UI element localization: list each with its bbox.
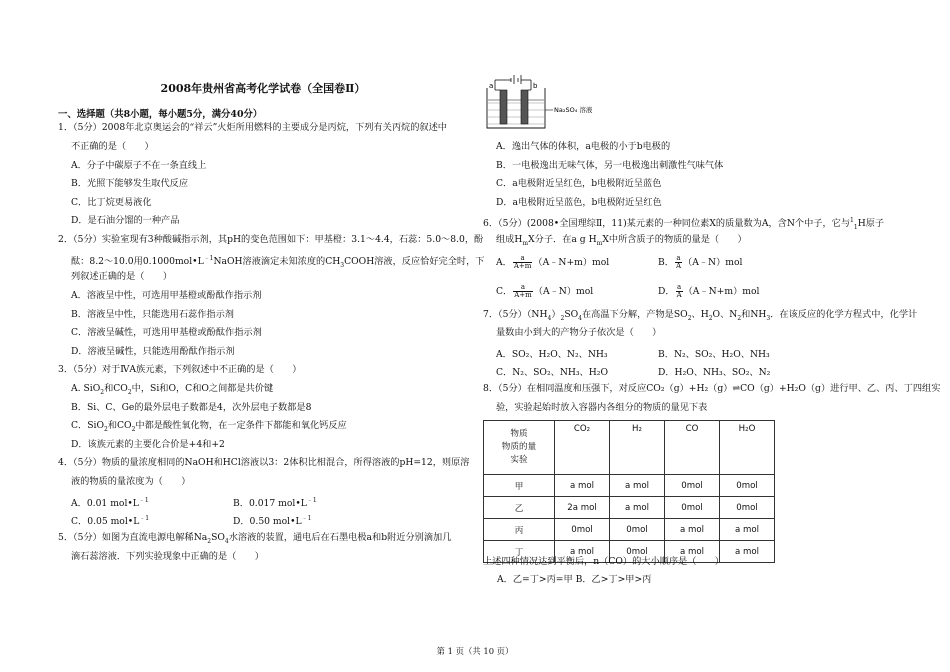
q5-option-b: B．一电极逸出无味气体，另一电极逸出刺激性气味气体 [496,160,724,171]
table-cell: a mol [610,497,665,519]
table-cell: a mol [720,541,775,563]
q7-option-a: A．SO₂、H₂O、N₂、NH₃ [496,349,608,360]
table-cell: 0mol [610,519,665,541]
q5-stem: 5．（5分）如图为直流电源电解稀$Na_2SO_4$水溶液的装置，通电后在石墨电极a和b附近分别滴加几 [58,532,452,545]
q3-stem: 3．（5分）对于ⅣA族元素，下列叙述中不正确的是（ ） [58,364,302,375]
q4-option-b: B．0.017 $mol•L^{﹣1}$ [233,497,317,510]
table-cell: a mol [665,541,720,563]
q1-stem: 1．（5分）2008年北京奥运会的“祥云”火炬所用燃料的主要成分是丙烷，下列有关丙烷的叙述中 [58,122,447,133]
q8-stem: 8．（5分）在相同温度和压强下，对反应CO₂（g）+H₂（g）⇌CO（g）+H₂O（g）进行甲、乙、丙、丁四组实 [483,383,941,394]
label-a: a [489,82,494,90]
q2-stem-cont: 酞：8.2～10.0用$0.1000mol•L^{﹣1}NaOH$溶液滴定未知浓度的$CH_3COOH$溶液，反应恰好完全时，下 [71,255,485,269]
q8-after-table: 上述四种情况达到平衡后，n（CO）的大小顺序是（ ） [483,556,724,567]
page-footer: 第 1 页（共 10 页） [436,646,514,656]
q1-option-a: A．分子中碳原子不在一条直线上 [71,160,207,171]
q1-option-b: B．光照下能够发生取代反应 [71,178,189,189]
q4-option-d: D．0.50 $mol•L^{﹣1}$ [233,515,312,528]
q6-option-a: A． $\frac{a}{A+m}$ （A﹣N+m）mol [496,254,610,270]
q6-option-b: B． $\frac{a}{A}$ （A﹣N）mol [658,254,743,270]
table-row [484,497,775,519]
table-cell: a mol [555,475,610,497]
page-title: 2008年贵州省高考化学试卷（全国卷Ⅱ） [160,82,366,95]
q7-stem-cont: 量数由小到大的产物分子依次是（ ） [496,327,662,338]
table-cell: 0mol [610,541,665,563]
q6-option-d: D． $\frac{a}{A}$ （A﹣N+m）mol [658,283,760,299]
q3-option-b: B．Si、C、Ge的最外层电子数都是4，次外层电子数都是8 [71,402,312,413]
q5-option-a: A．逸出气体的体积，a电极的小于b电极的 [496,141,671,152]
q2-option-c: C．溶液呈碱性，可选用甲基橙或酚酞作指示剂 [71,327,262,338]
q2-stem-cont2: 列叙述正确的是（ ） [71,271,173,282]
solution-label: Na₂SO₄ 溶液 [554,106,593,114]
q2-option-b: B．溶液呈中性，只能选用石蕊作指示剂 [71,309,234,320]
table-cell: a mol [555,541,610,563]
q8-stem-cont: 验，实验起始时放入容器内各组分的物质的量见下表 [496,402,708,413]
q6-stem: 6．（5分）(2008•全国理综Ⅱ，11)某元素的一种同位素X的质量数为A，含N个中子，它与$^1_1$H原子 [483,217,885,231]
beaker [487,88,545,128]
table-cell: 0mol [720,475,775,497]
table-cell: 0mol [720,497,775,519]
q4-stem-cont: 液的物质的量浓度为（ ） [71,476,191,487]
q5-option-c: C．a电极附近呈红色，b电极附近呈蓝色 [496,178,662,189]
q1-option-d: D．是石油分馏的一种产品 [71,215,180,226]
table-cell: 0mol [665,475,720,497]
table-cell: a mol [665,519,720,541]
table-header: H₂O [720,421,775,475]
electrolysis-diagram [483,70,593,132]
electrode-b [521,90,528,124]
q1-stem-cont: 不正确的是（ ） [71,141,154,152]
label-b: b [533,82,538,90]
q5-option-d: D．a电极附近呈蓝色，b电极附近呈红色 [496,197,662,208]
experiment-table [483,420,775,563]
section-heading: 一、选择题（共8小题，每小题5分，满分40分） [58,109,263,120]
electrode-a [500,90,507,124]
q6-option-c: C． $\frac{a}{A+m}$ （A﹣N）mol [496,283,594,299]
q7-option-b: B．N₂、SO₂、H₂O、NH₃ [658,349,770,360]
table-corner-cell: 物质 物质的量 实验 [484,421,555,475]
q2-option-a: A．溶液呈中性，可选用甲基橙或酚酞作指示剂 [71,290,262,301]
table-row [484,475,775,497]
q8-options-ab: A．乙=丁>丙=甲 B．乙>丁>甲>丙 [497,574,652,585]
q7-stem: 7．（5分）$(NH_4)_2SO_4$在高温下分解，产物是$SO_2$、$H_2O$、$N_2$和$NH_3$．在该反应的化学方程式中，化学计 [483,309,918,322]
table-header: CO [665,421,720,475]
q7-option-d: D．H₂O、NH₃、SO₂、N₂ [658,367,771,378]
q4-option-c: C．0.05 $mol•L^{﹣1}$ [71,515,150,528]
table-cell: 2a mol [555,497,610,519]
q7-option-c: C．N₂、SO₂、NH₃、H₂O [496,367,608,378]
q3-option-d: D．该族元素的主要化合价是+4和+2 [71,439,225,450]
table-cell: 0mol [555,519,610,541]
q3-option-a: A. SiO$_2$和$CO_2$中，Si和O，C和O之间都是共价键 [71,383,274,396]
table-cell: 0mol [665,497,720,519]
q4-stem: 4．（5分）物质的量浓度相同的NaOH和HCl溶液以3：2体积比相混合，所得溶液的pH=12，则原溶 [58,457,470,468]
row-label: 乙 [484,497,555,519]
table-cell: a mol [720,519,775,541]
row-label: 丁 [484,541,555,563]
table-header: H₂ [610,421,665,475]
q2-option-d: D．溶液呈碱性，只能选用酚酞作指示剂 [71,346,235,357]
table-cell: a mol [610,475,665,497]
q4-option-a: A．0.01 $mol•L^{﹣1}$ [71,497,149,510]
table-row [484,519,775,541]
row-label: 丙 [484,519,555,541]
row-label: 甲 [484,475,555,497]
q3-option-c: C．SiO$_2$和$CO_2$中都是酸性氧化物，在一定条件下都能和氧化钙反应 [71,420,347,433]
table-header: CO₂ [555,421,610,475]
q5-stem-cont: 滴石蕊溶液．下列实验现象中正确的是（ ） [71,551,264,562]
q6-stem-cont: 组成$H_mX$分子．在a g $H_mX$中所含质子的物质的量是（ ） [496,234,747,247]
q1-option-c: C．比丁烷更易液化 [71,197,152,208]
q2-stem: 2．（5分）实验室现有3种酸碱指示剂，其pH的变色范围如下：甲基橙：3.1～4.4，石蕊：5.0～8.0，酚 [58,234,484,245]
